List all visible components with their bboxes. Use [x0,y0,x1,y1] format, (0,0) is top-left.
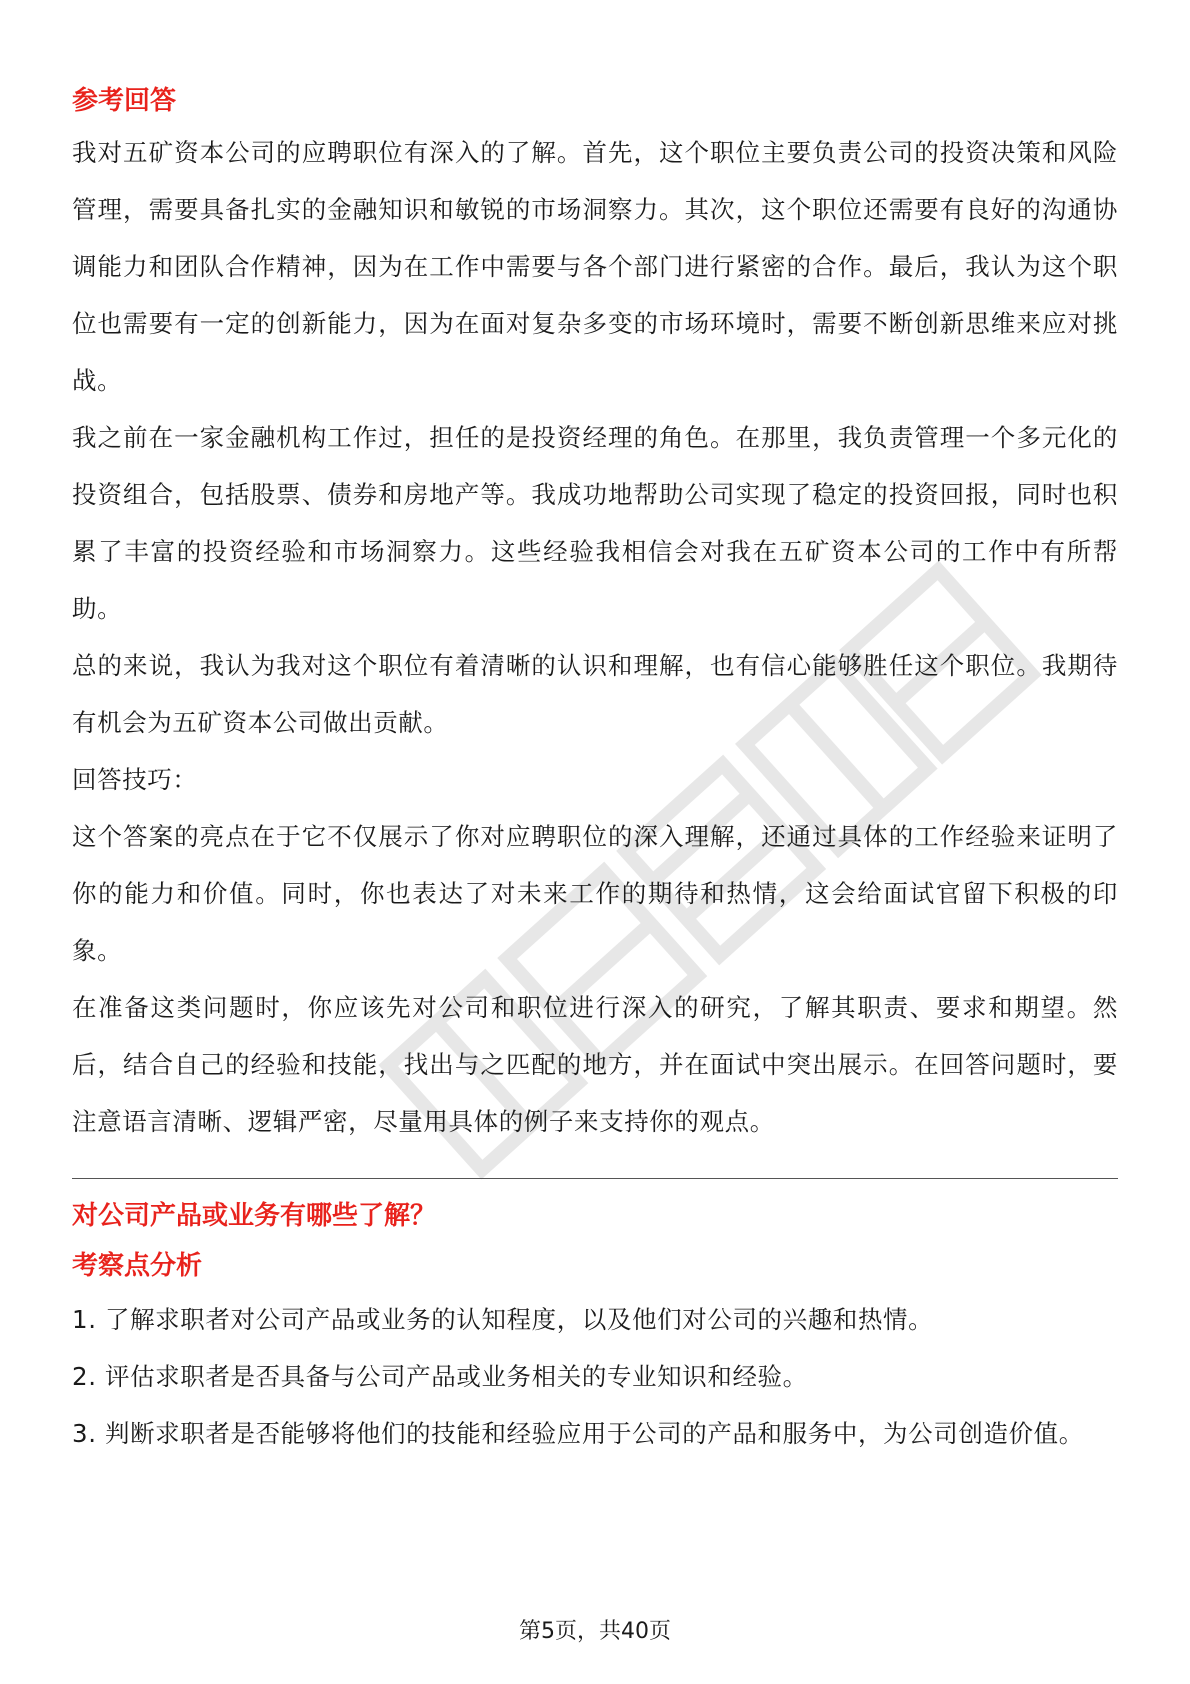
tips-paragraph-1: 这个答案的亮点在于它不仅展示了你对应聘职位的深入理解，还通过具体的工作经验来证明了你的能力和价值。同时，你也表达了对未来工作的期待和热情，这会给面试官留下积极的印象。 [72,822,1118,965]
tips-heading: 回答技巧： [72,765,198,794]
answer-paragraph-3: 总的来说，我认为我对这个职位有着清晰的认识和理解，也有信心能够胜任这个职位。我期待有机会为五矿资本公司做出贡献。 [72,651,1118,737]
question-title: 对公司产品或业务有哪些了解？ [72,1201,437,1231]
answer-paragraph-2: 我之前在一家金融机构工作过，担任的是投资经理的角色。在那里，我负责管理一个多元化的投资组合，包括股票、债券和房地产等。我成功地帮助公司实现了稳定的投资回报，同时也积累了丰富的投资经验和市场洞察力。这些经验我相信会对我在五矿资本公司的工作中有所帮助。 [72,423,1118,623]
analysis-heading: 考察点分析 [72,1251,203,1281]
analysis-point-1: 1. 了解求职者对公司产品或业务的认知程度，以及他们对公司的兴趣和热情。 [72,1305,934,1334]
analysis-point-2: 2. 评估求职者是否具备与公司产品或业务相关的专业知识和经验。 [72,1362,808,1391]
answer-heading: 参考回答 [72,86,177,116]
section-divider [72,1178,1118,1179]
document-page [72,78,1118,1462]
analysis-point-3: 3. 判断求职者是否能够将他们的技能和经验应用于公司的产品和服务中，为公司创造价值。 [72,1419,1084,1448]
page-number: 第5页，共40页 [519,1619,671,1644]
tips-paragraph-2: 在准备这类问题时，你应该先对公司和职位进行深入的研究，了解其职责、要求和期望。然后，结合自己的经验和技能，找出与之匹配的地方，并在面试中突出展示。在回答问题时，要注意语言清晰、逻辑严密，尽量用具体的例子来支持你的观点。 [72,993,1118,1136]
answer-paragraph-1: 我对五矿资本公司的应聘职位有深入的了解。首先，这个职位主要负责公司的投资决策和风险管理，需要具备扎实的金融知识和敏锐的市场洞察力。其次，这个职位还需要有良好的沟通协调能力和团队合作精神，因为在工作中需要与各个部门进行紧密的合作。最后，我认为这个职位也需要有一定的创新能力，因为在面对复杂多变的市场环境时，需要不断创新思维来应对挑战。 [72,138,1118,395]
